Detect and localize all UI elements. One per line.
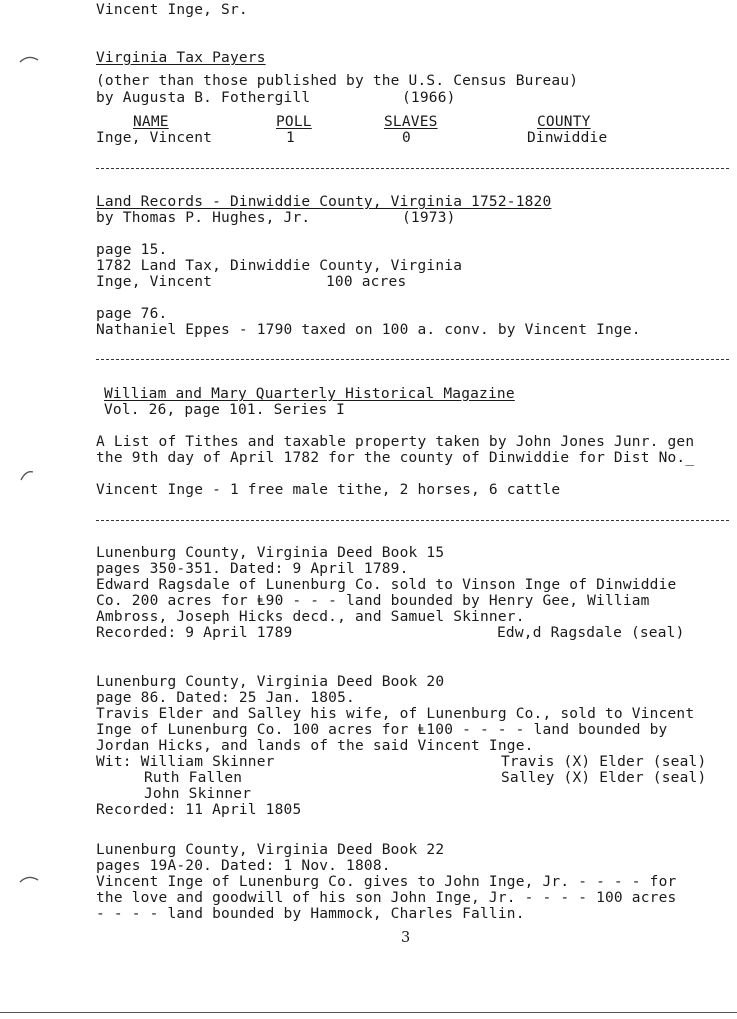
column-header-name: NAME [133,114,169,130]
land-author: by Thomas P. Hughes, Jr. [96,210,311,226]
section-title-william-mary: William and Mary Quarterly Historical Magazine [104,386,515,402]
deed20-seal-1: Travis (X) Elder (seal) [501,754,707,770]
land-tax-acres: 100 acres [326,274,407,290]
document-heading: Vincent Inge, Sr. [96,2,248,18]
deed20-seal-2: Salley (X) Elder (seal) [501,770,707,786]
deed15-line-2: Edward Ragsdale of Lunenburg Co. sold to Vinson Inge of Dinwiddie [96,577,677,593]
wm-tithe-line: Vincent Inge - 1 free male tithe, 2 horses, 6 cattle [96,482,561,498]
deed20-line-1: page 86. Dated: 25 Jan. 1805. [96,690,355,706]
deed20-line-4: Jordan Hicks, and lands of the said Vincent Inge. [96,738,534,754]
dashed-divider [96,520,729,521]
dashed-divider [96,168,729,169]
deed15-line-4: Ambross, Joseph Hicks decd., and Samuel Skinner. [96,609,525,625]
tax-subtitle: (other than those published by the U.S. Census Bureau) [96,73,579,89]
wm-line-2: the 9th day of April 1782 for the county of Dinwiddie for Dist No._ [96,450,695,466]
tax-author: by Augusta B. Fothergill [96,90,311,106]
tax-cell-county: Dinwiddie [527,130,608,146]
binder-hole-mark [18,52,40,66]
wm-volume: Vol. 26, page 101. Series I [104,402,346,418]
deed22-line-2: Vincent Inge of Lunenburg Co. gives to John Inge, Jr. - - - - for [96,874,677,890]
binder-hole-mark [18,468,40,482]
deed20-line-2: Travis Elder and Salley his wife, of Lunenburg Co., sold to Vincent [96,706,695,722]
wm-line-1: A List of Tithes and taxable property taken by John Jones Junr. gen [96,434,695,450]
tax-cell-poll: 1 [286,130,295,146]
land-eppes-line: Nathaniel Eppes - 1790 taxed on 100 a. conv. by Vincent Inge. [96,322,641,338]
column-header-slaves: SLAVES [384,114,438,130]
deed20-recorded: Recorded: 11 April 1805 [96,802,302,818]
deed22-title: Lunenburg County, Virginia Deed Book 22 [96,842,445,858]
land-page-15: page 15. [96,242,168,258]
deed22-line-1: pages 19A-20. Dated: 1 Nov. 1808. [96,858,391,874]
deed22-line-4: - - - - land bounded by Hammock, Charles Fallin. [96,906,525,922]
deed20-witness-2: Ruth Fallen [144,770,243,786]
deed22-line-3: the love and goodwill of his son John Inge, Jr. - - - - 100 acres [96,890,677,906]
deed15-line-1: pages 350-351. Dated: 9 April 1789. [96,561,409,577]
page-number: 3 [401,930,411,946]
tax-cell-name: Inge, Vincent [96,130,213,146]
deed20-witness-1: Wit: William Skinner [96,754,275,770]
column-header-poll: POLL [276,114,312,130]
section-title-tax-payers: Virginia Tax Payers [96,50,266,66]
deed15-title: Lunenburg County, Virginia Deed Book 15 [96,545,445,561]
land-page-76: page 76. [96,306,168,322]
deed20-title: Lunenburg County, Virginia Deed Book 20 [96,674,445,690]
tax-year: (1966) [402,90,456,106]
column-header-county: COUNTY [537,114,591,130]
land-tax-line: 1782 Land Tax, Dinwiddie County, Virginia [96,258,463,274]
dashed-divider [96,359,729,360]
section-title-land-records: Land Records - Dinwiddie County, Virginia 1752-1820 [96,194,552,210]
land-year: (1973) [402,210,456,226]
tax-cell-slaves: 0 [402,130,411,146]
deed15-line-3: Co. 200 acres for Ⱡ90 - - - land bounded by Henry Gee, William [96,593,650,609]
deed15-recorded: Recorded: 9 April 1789 [96,625,293,641]
binder-hole-mark [18,872,40,886]
deed20-witness-3: John Skinner [144,786,252,802]
deed20-line-3: Inge of Lunenburg Co. 100 acres for Ⱡ100 - - - - land bounded by [96,722,668,738]
deed15-seal: Edw,d Ragsdale (seal) [497,625,685,641]
page-bottom-edge [0,1012,737,1013]
land-tax-name: Inge, Vincent [96,274,213,290]
